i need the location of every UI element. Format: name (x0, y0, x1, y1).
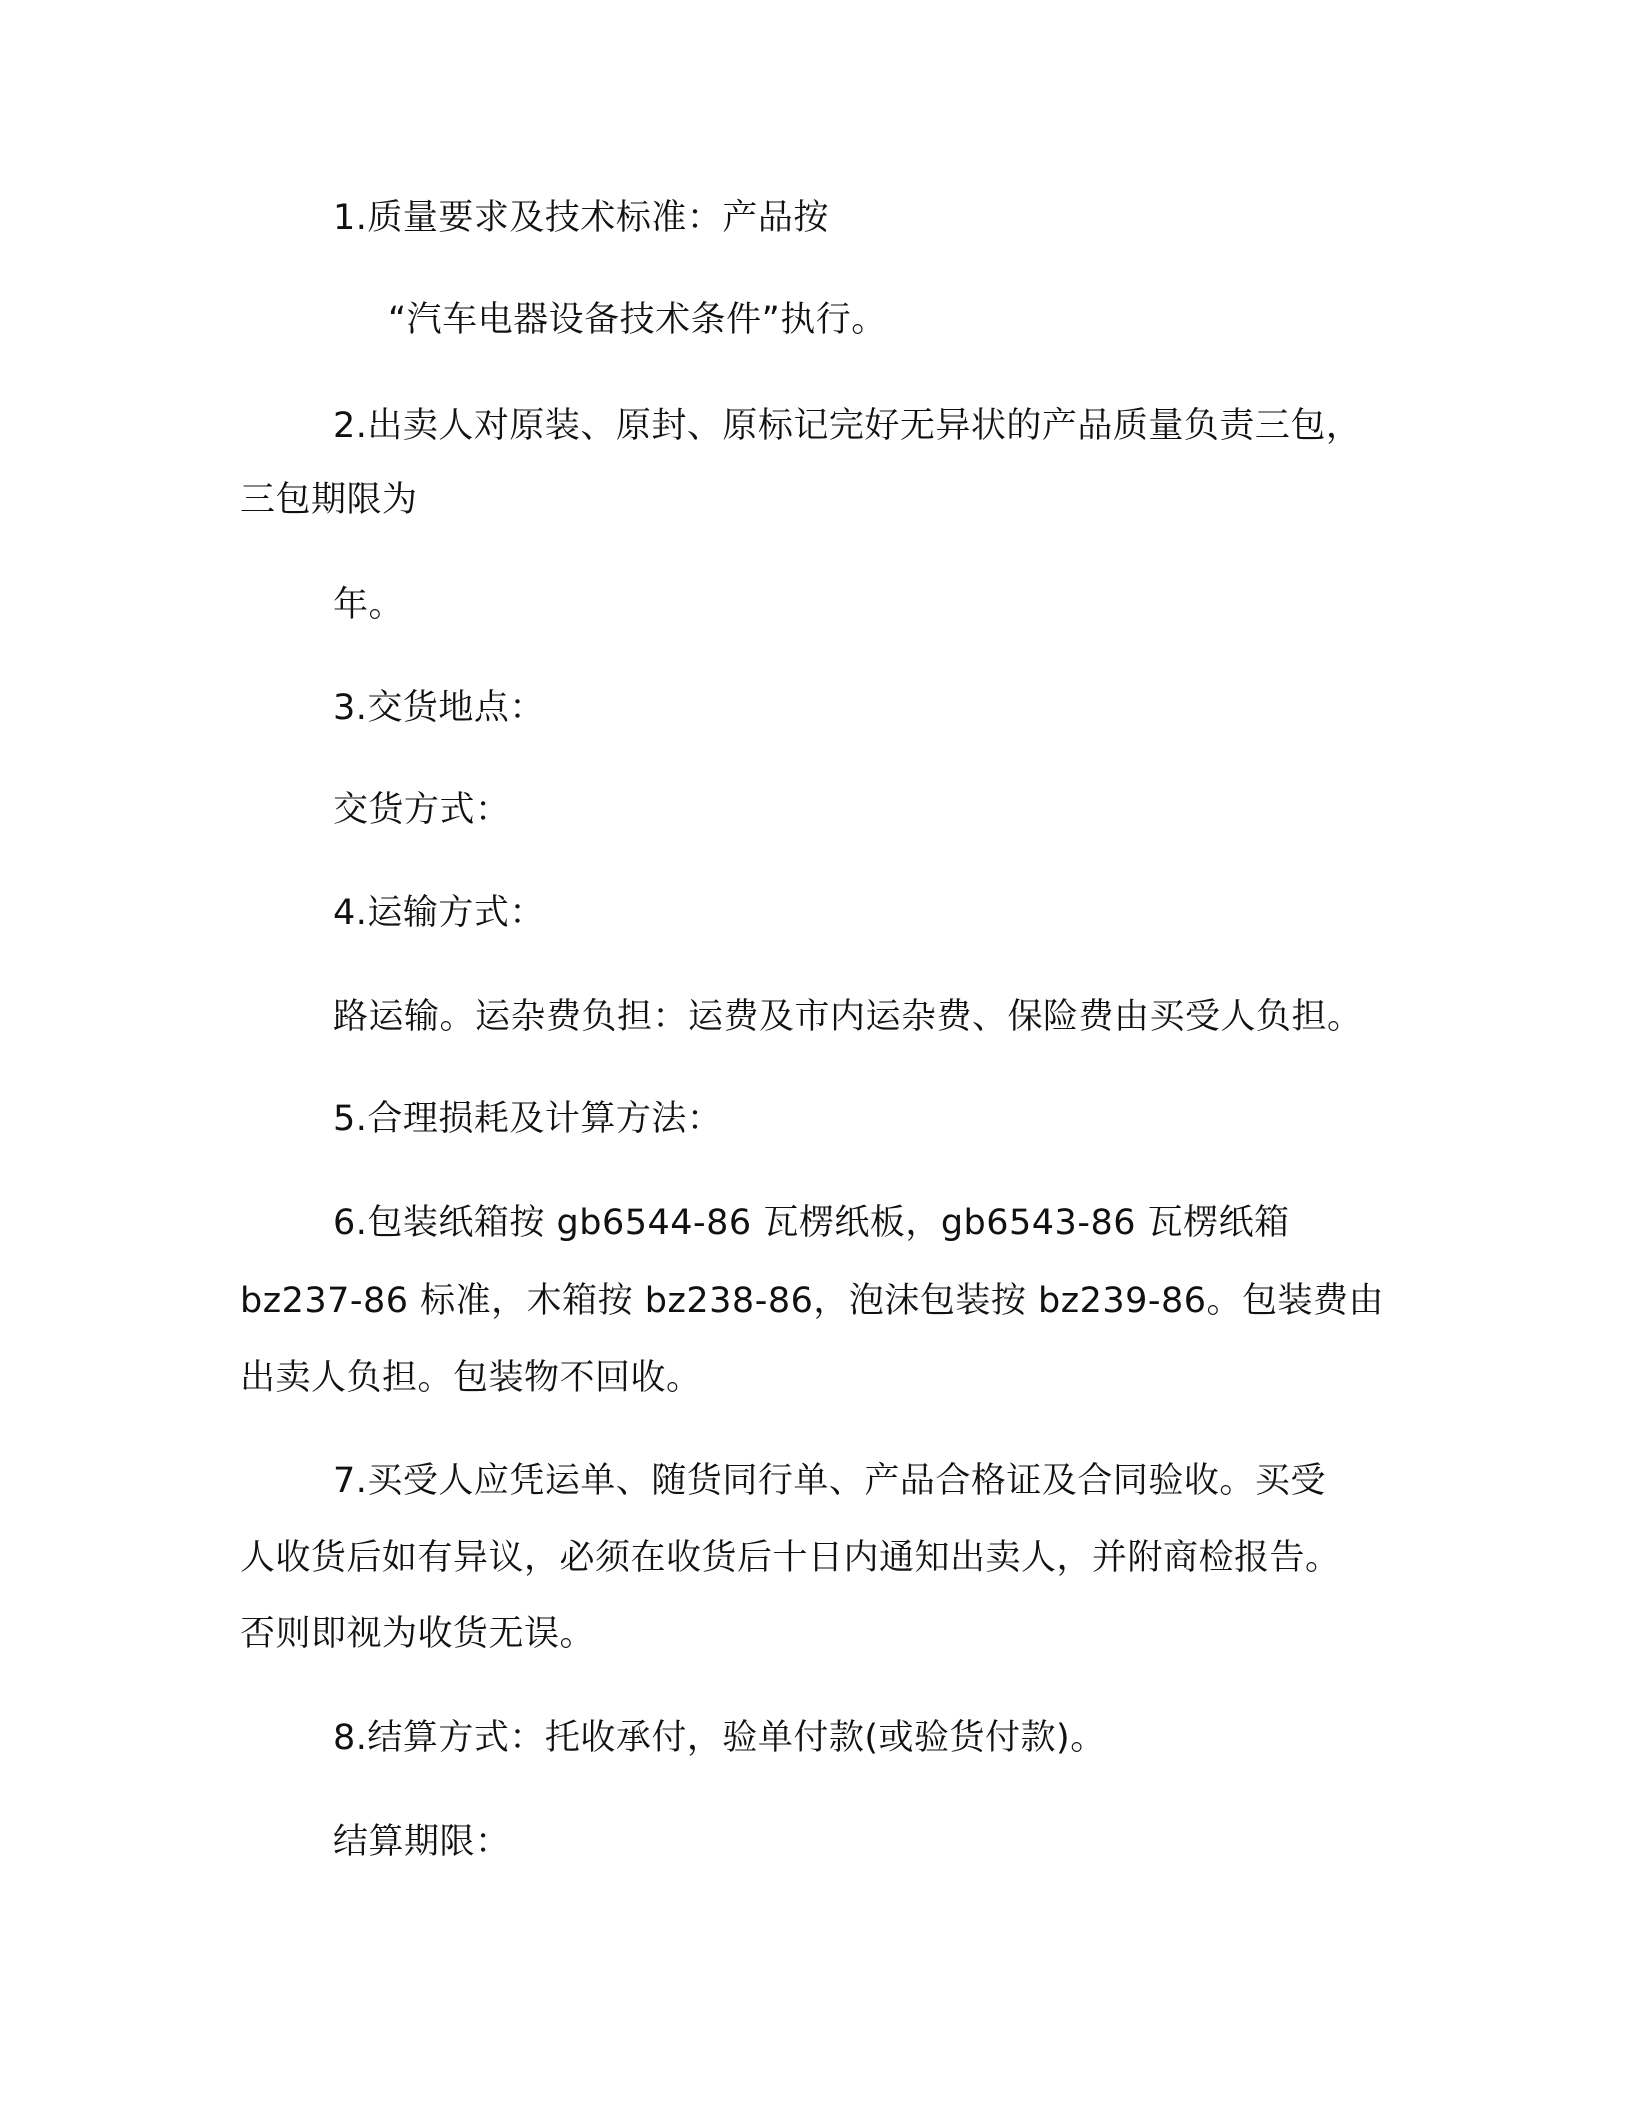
clause-3-delivery-place: 3.交货地点： (333, 688, 545, 728)
clause-4-freight: 路运输。运杂费负担：运费及市内运杂费、保险费由买受人负担。 (333, 997, 1363, 1037)
clause-1-quality: 1.质量要求及技术标准：产品按 (333, 198, 829, 238)
clause-6-packaging-standard: bz237-86 标准，木箱按 bz238-86，泡沫包装按 bz239-86。包装费由 (240, 1281, 1385, 1321)
clause-8-settlement: 8.结算方式：托收承付，验单付款(或验货付款)。 (333, 1718, 1106, 1758)
clause-5-loss: 5.合理损耗及计算方法： (333, 1099, 723, 1139)
clause-2-warranty-period: 三包期限为 (240, 480, 418, 520)
clause-6-packaging: 6.包装纸箱按 gb6544-86 瓦楞纸板，gb6543-86 瓦楞纸箱 (333, 1203, 1290, 1243)
clause-8-settlement-period: 结算期限： (333, 1822, 511, 1862)
clause-2-year: 年。 (333, 585, 405, 625)
clause-3-delivery-method: 交货方式： (333, 790, 511, 830)
clause-4-transport: 4.运输方式： (333, 893, 545, 933)
clause-2-warranty: 2.出卖人对原装、原封、原标记完好无异状的产品质量负责三包， (333, 406, 1362, 446)
clause-7-acceptance: 7.买受人应凭运单、随货同行单、产品合格证及合同验收。买受 (333, 1461, 1326, 1501)
clause-1-standard: “汽车电器设备技术条件”执行。 (388, 300, 887, 340)
clause-6-packaging-cost: 出卖人负担。包装物不回收。 (240, 1358, 702, 1398)
clause-7-no-error: 否则即视为收货无误。 (240, 1614, 596, 1654)
clause-7-objection: 人收货后如有异议，必须在收货后十日内通知出卖人，并附商检报告。 (240, 1538, 1341, 1578)
